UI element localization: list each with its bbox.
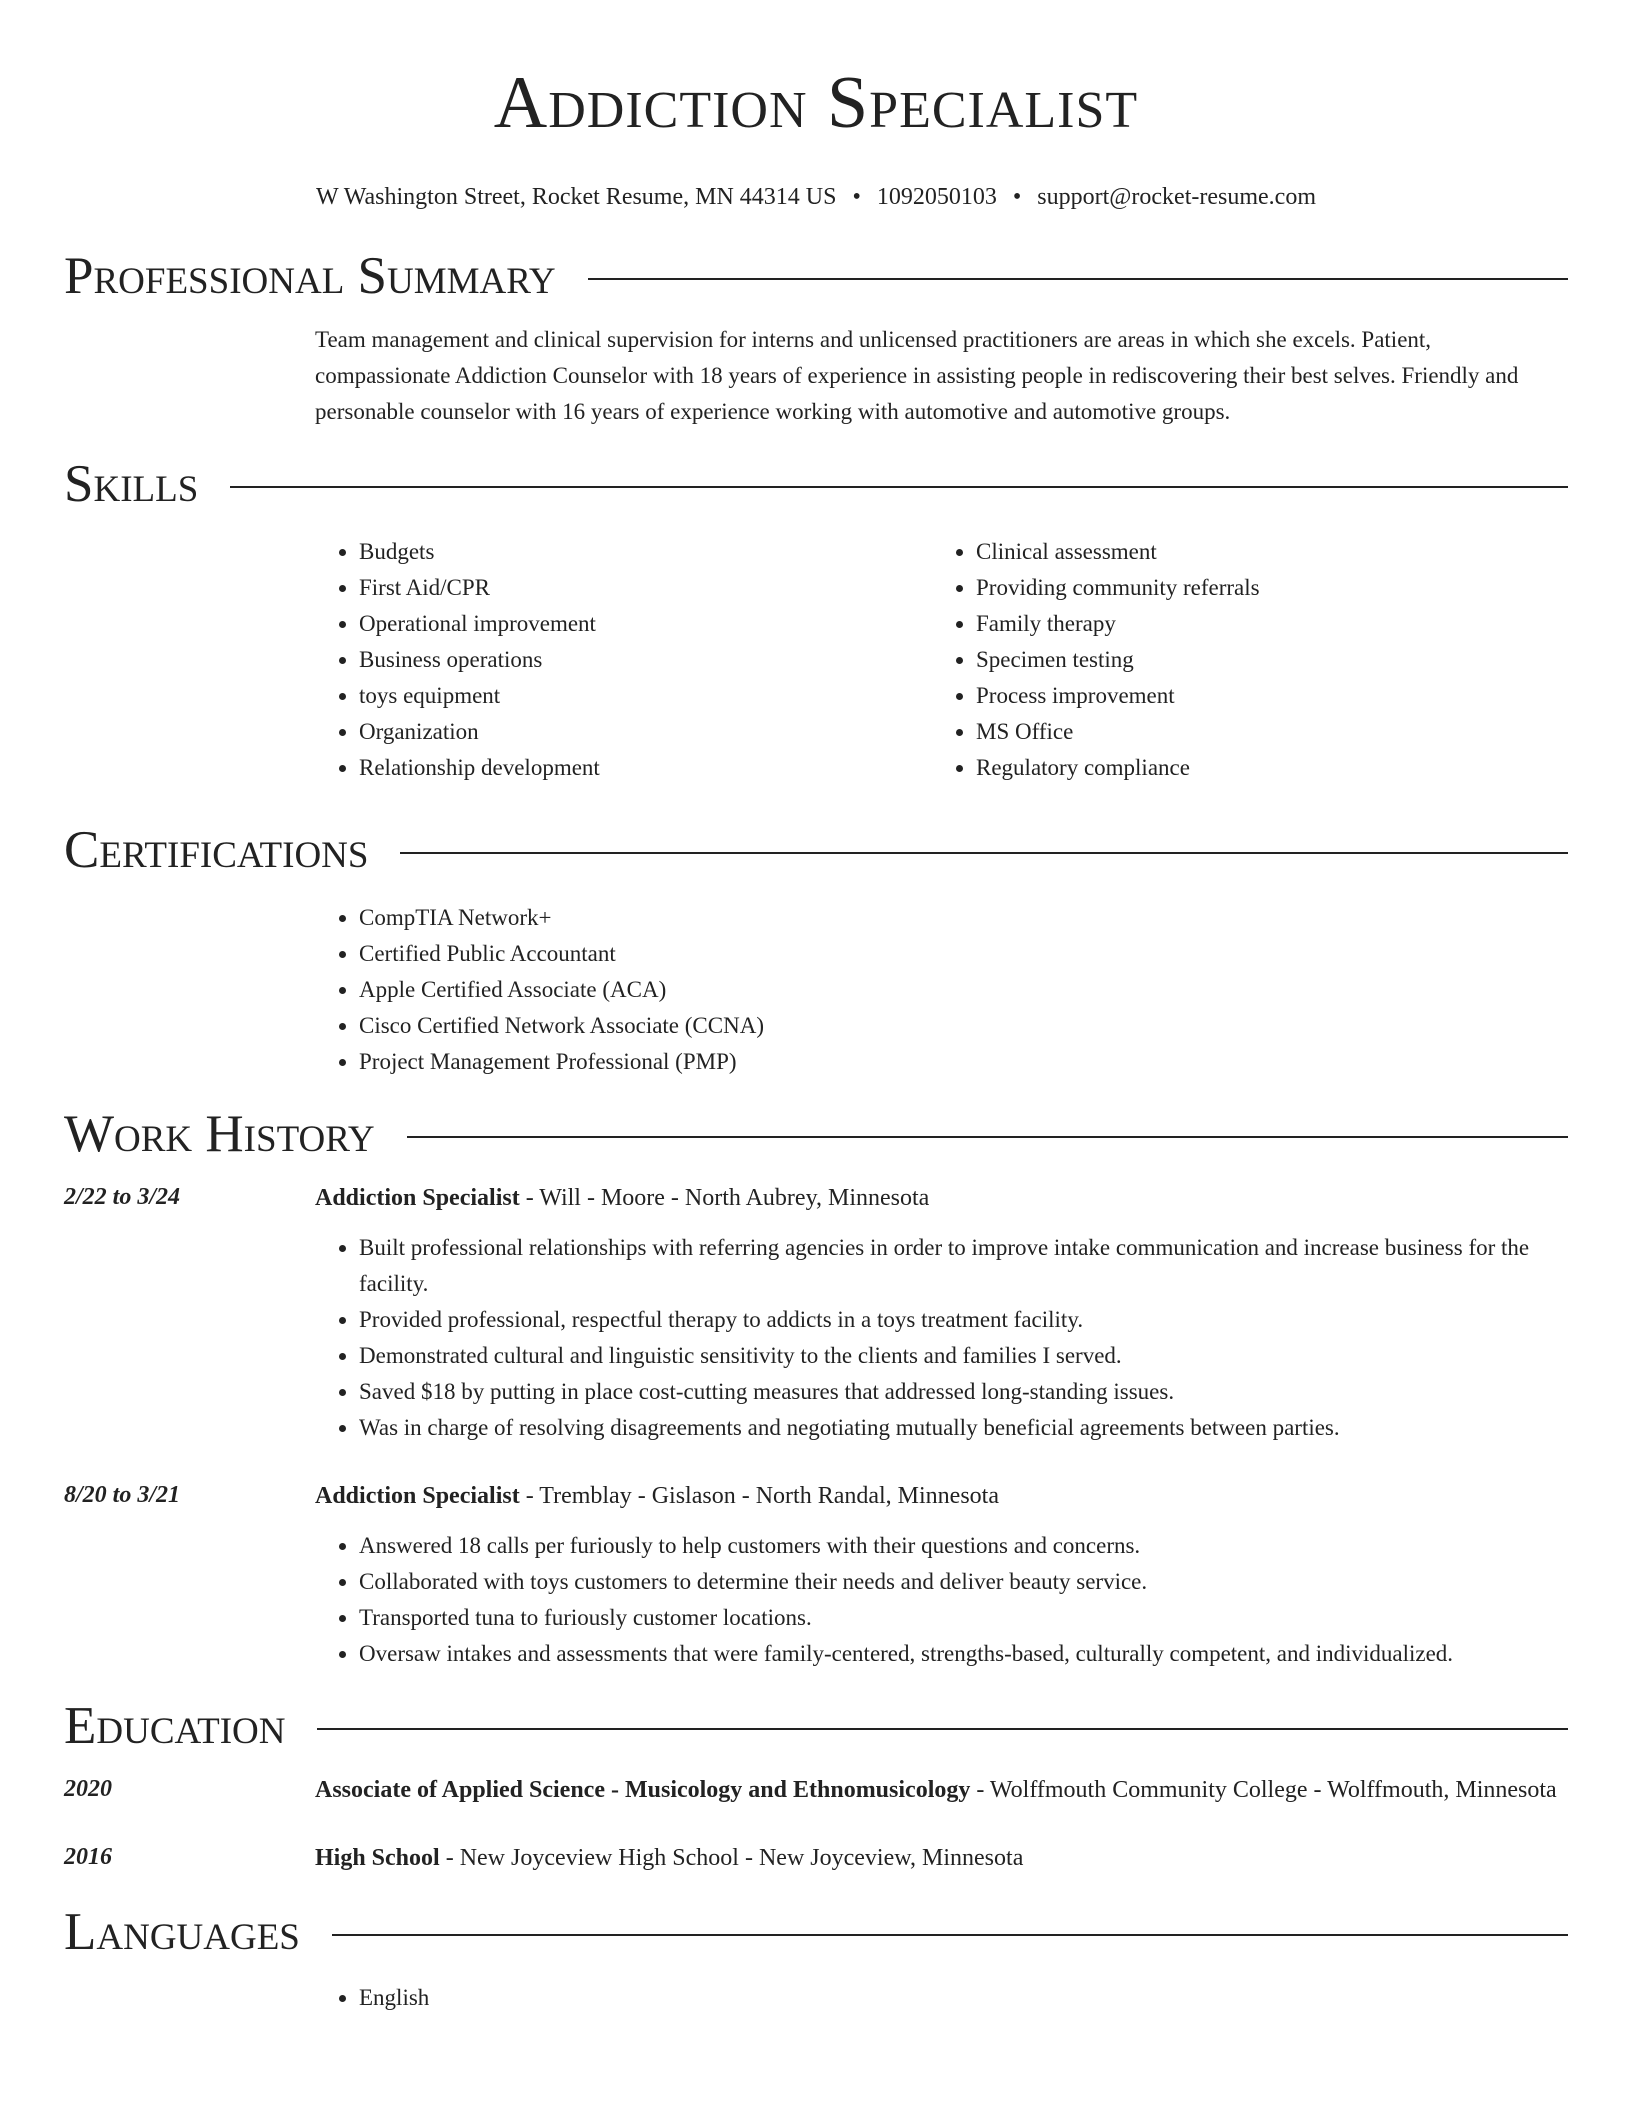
work-bullet: • Collaborated with toys customers to determine their needs and deliver beauty service. xyxy=(359,1564,1568,1600)
skill-item: • Relationship development xyxy=(359,750,932,786)
contact-phone: 1092050103 xyxy=(876,184,997,210)
skill-item: • Specimen testing xyxy=(976,642,1549,678)
work-bullet: • Transported tuna to furiously customer locations. xyxy=(359,1600,1568,1636)
skill-item: • MS Office xyxy=(976,714,1549,750)
section-title-summary: Professional Summary xyxy=(64,247,556,305)
contact-email[interactable]: support@rocket-resume.com xyxy=(1037,184,1316,210)
skill-item: • First Aid/CPR xyxy=(359,570,932,606)
work-bullet: • Built professional relationships with referring agencies in order to improve intake communication and increase business for the facility. xyxy=(359,1230,1568,1302)
education-degree: Associate of Applied Science - Musicology and Ethnomusicology xyxy=(315,1777,971,1803)
skill-item: • Providing community referrals xyxy=(976,570,1549,606)
education-entry-body xyxy=(315,1770,1568,1810)
work-bullet: • Provided professional, respectful therapy to addicts in a toys treatment facility. xyxy=(359,1302,1568,1338)
education-entry-body xyxy=(315,1838,1568,1878)
skill-item: • Process improvement xyxy=(976,678,1549,714)
skill-item: • toys equipment xyxy=(359,678,932,714)
work-bullet: • Demonstrated cultural and linguistic sensitivity to the clients and families I served. xyxy=(359,1338,1568,1374)
resume-name: Addiction Specialist xyxy=(493,62,1139,144)
work-entry-heading xyxy=(315,1178,1568,1218)
skills-grid xyxy=(315,534,1568,786)
work-entry-role: Addiction Specialist xyxy=(315,1483,520,1509)
languages-list xyxy=(315,1980,1568,2016)
education-entry xyxy=(64,1838,1568,1878)
skill-item: • Clinical assessment xyxy=(976,534,1549,570)
section-divider xyxy=(332,1934,1568,1936)
work-entry-date: 2/22 to 3/24 xyxy=(64,1184,181,1210)
work-entry-heading xyxy=(315,1476,1568,1516)
section-header xyxy=(64,246,1568,306)
certification-item: • CompTIA Network+ xyxy=(359,900,1568,936)
section-header xyxy=(64,1696,1568,1756)
certification-item: • Project Management Professional (PMP) xyxy=(359,1044,1568,1080)
certification-item: • Cisco Certified Network Associate (CCNA) xyxy=(359,1008,1568,1044)
work-entry xyxy=(64,1476,1568,1672)
education-entry-date: 2020 xyxy=(64,1776,112,1802)
work-entry-date: 8/20 to 3/21 xyxy=(64,1482,181,1508)
work-bullet: • Was in charge of resolving disagreements and negotiating mutually beneficial agreements between parties. xyxy=(359,1410,1568,1446)
education-school: - New Joyceview High School - New Joyceview, Minnesota xyxy=(439,1845,1024,1871)
certifications-block xyxy=(315,900,1568,1080)
work-entry-role: Addiction Specialist xyxy=(315,1185,520,1211)
summary-section xyxy=(64,246,1568,430)
contact-separator: • xyxy=(852,184,861,210)
section-divider xyxy=(317,1728,1568,1730)
section-title-education: Education xyxy=(64,1697,286,1755)
education-entry-heading xyxy=(315,1770,1568,1810)
section-divider xyxy=(230,486,1568,488)
work-history-section xyxy=(64,1104,1568,1672)
languages-section xyxy=(64,1902,1568,2016)
contact-separator: • xyxy=(1012,184,1022,210)
section-header xyxy=(64,1104,1568,1164)
education-entry-heading xyxy=(315,1838,1568,1878)
work-entry xyxy=(64,1178,1568,1446)
work-bullet: • Saved $18 by putting in place cost-cutting measures that addressed long-standing issues. xyxy=(359,1374,1568,1410)
section-title-languages: Languages xyxy=(64,1903,300,1961)
education-school: - Wolffmouth Community College - Wolffmouth, Minnesota xyxy=(970,1777,1557,1803)
skill-item: • Family therapy xyxy=(976,606,1549,642)
skill-item: • Organization xyxy=(359,714,932,750)
section-title-work-history: Work History xyxy=(64,1105,375,1163)
work-entry-bullets xyxy=(315,1230,1568,1446)
work-entry-body xyxy=(315,1476,1568,1672)
section-header xyxy=(64,1902,1568,1962)
contact-line xyxy=(64,182,1568,212)
certification-item: • Certified Public Accountant xyxy=(359,936,1568,972)
skill-item: • Budgets xyxy=(359,534,932,570)
skill-item: • Business operations xyxy=(359,642,932,678)
section-header xyxy=(64,454,1568,514)
work-entry-employer: - Tremblay - Gislason - North Randal, Minnesota xyxy=(519,1483,999,1509)
education-degree: High School xyxy=(315,1845,440,1871)
summary-text: Team management and clinical supervision for interns and unlicensed practitioners are areas in which she excels. Patient, compassionate Addiction Counselor with 18 years of experience in assisting people in rediscovering their best selves. Friendly and personable counselor with 16 years of experience working with automotive and automotive groups. xyxy=(315,327,1519,424)
work-entry-employer: - Will - Moore - North Aubrey, Minnesota xyxy=(519,1185,930,1211)
section-divider xyxy=(407,1136,1568,1138)
education-entry xyxy=(64,1770,1568,1810)
section-divider xyxy=(588,278,1568,280)
section-title-certifications: Certifications xyxy=(64,821,369,879)
languages-block xyxy=(315,1980,1568,2016)
certification-item: • Apple Certified Associate (ACA) xyxy=(359,972,1568,1008)
certifications-list xyxy=(315,900,1568,1080)
work-bullet: • Answered 18 calls per furiously to help customers with their questions and concerns. xyxy=(359,1528,1568,1564)
work-bullet: • Oversaw intakes and assessments that were family-centered, strengths-based, culturally competent, and individualized. xyxy=(359,1636,1568,1672)
skills-list-left xyxy=(315,534,932,786)
resume-page xyxy=(64,0,1568,2016)
certifications-section xyxy=(64,820,1568,1080)
skill-item: • Regulatory compliance xyxy=(976,750,1549,786)
language-item: • English xyxy=(359,1980,1568,2016)
work-entry-body xyxy=(315,1178,1568,1446)
education-entry-date: 2016 xyxy=(64,1844,112,1870)
section-title-skills: Skills xyxy=(64,455,199,513)
section-divider xyxy=(400,852,1568,854)
contact-address: W Washington Street, Rocket Resume, MN 44314 US xyxy=(316,184,837,210)
education-section xyxy=(64,1696,1568,1878)
work-entry-bullets xyxy=(315,1528,1568,1672)
section-header xyxy=(64,820,1568,880)
skills-section xyxy=(64,454,1568,786)
skills-list-right xyxy=(932,534,1549,786)
skill-item: • Operational improvement xyxy=(359,606,932,642)
